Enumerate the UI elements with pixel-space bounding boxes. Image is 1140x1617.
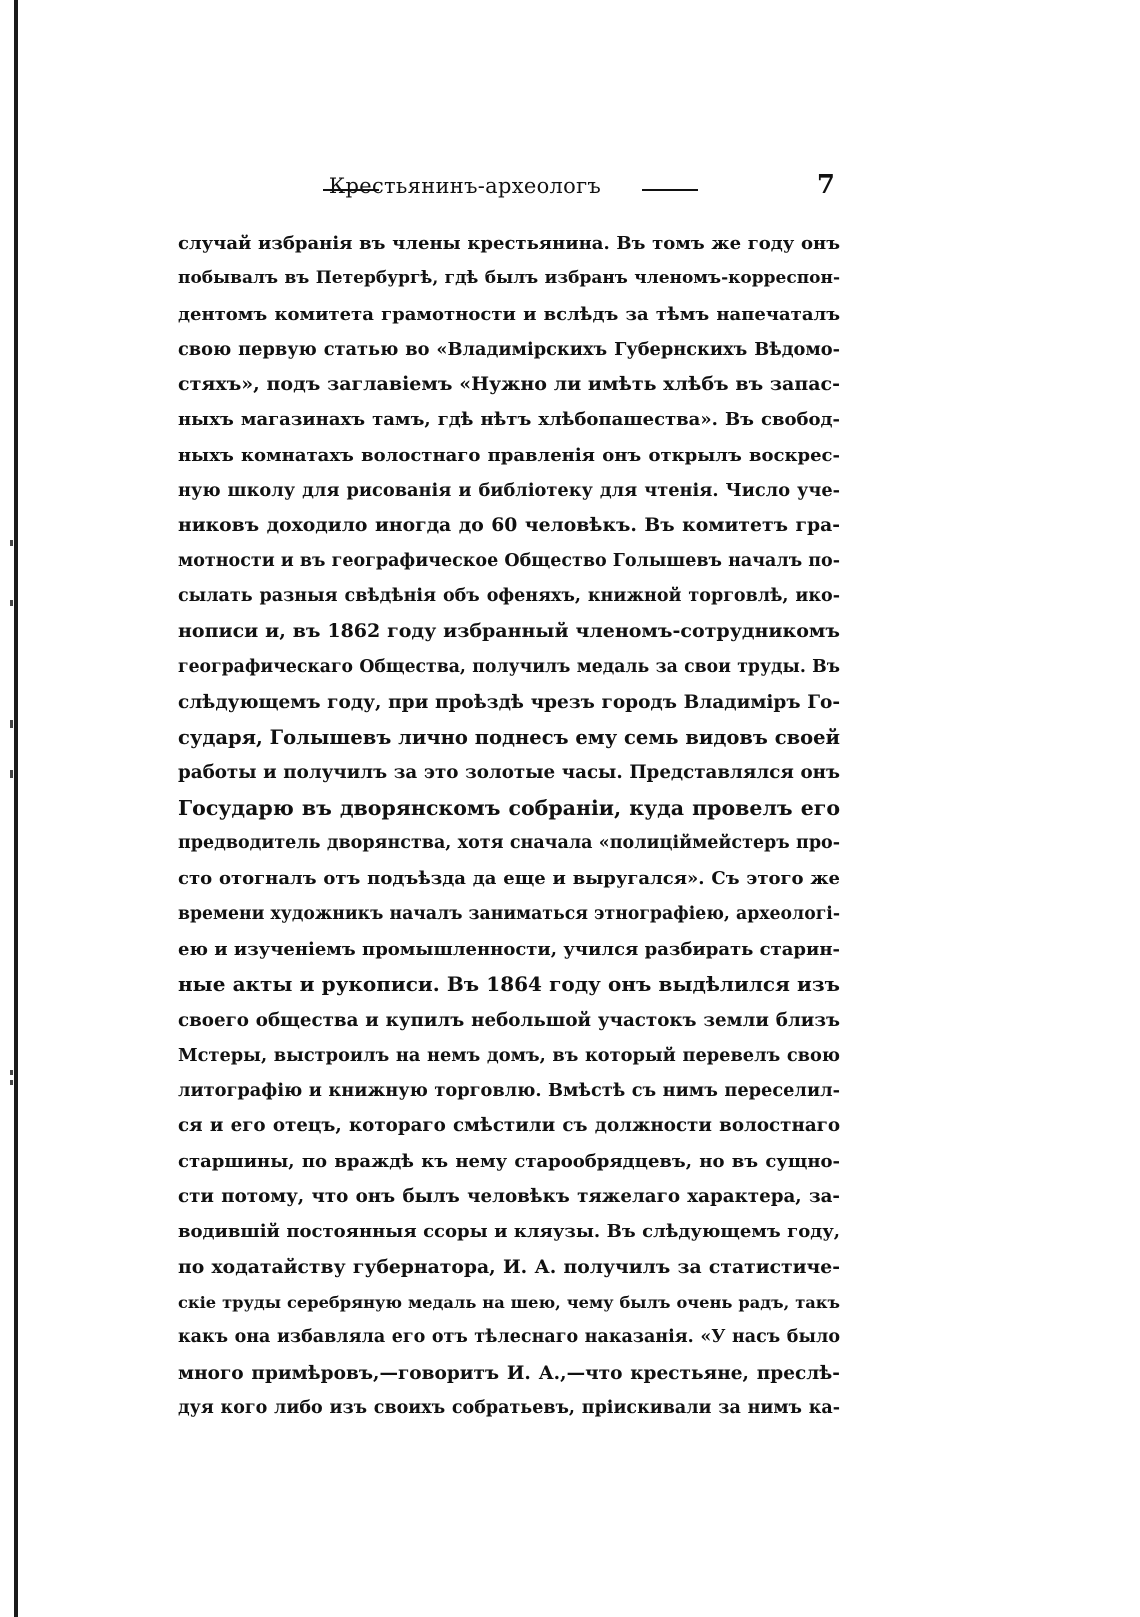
text-line: сударя, Голышевъ лично поднесъ ему семь видовъ своей: [178, 726, 840, 750]
text-line: Государю въ дворянскомъ собраніи, куда провелъ его: [178, 795, 840, 820]
text-line: свою первую статью во «Владимірскихъ Губернскихъ Вѣдомо-: [178, 338, 840, 360]
text-line: ныхъ комнатахъ волостнаго правленія онъ открылъ воскрес-: [178, 444, 840, 466]
text-line: водившій постоянныя ссоры и кляузы. Въ слѣдующемъ году,: [178, 1221, 840, 1243]
text-line: мотности и въ географическое Общество Голышевъ началъ по-: [178, 550, 840, 571]
text-line: своего общества и купилъ небольшой участокъ земли близъ: [178, 1009, 840, 1031]
page-binding-edge: [14, 0, 18, 1617]
gutter-mark: [10, 600, 13, 606]
text-line: никовъ доходило иногда до 60 человѣкъ. Въ комитетъ гра-: [178, 514, 840, 537]
gutter-mark: [10, 1080, 13, 1085]
text-line: ею и изученіемъ промышленности, учился разбирать старин-: [178, 938, 840, 960]
text-line: стяхъ», подъ заглавіемъ «Нужно ли имѣть хлѣбъ въ запас-: [178, 373, 840, 396]
text-line: географическаго Общества, получилъ медаль за свои труды. Въ: [178, 656, 840, 677]
text-line: дуя кого либо изъ своихъ собратьевъ, пріискивали за нимъ ка-: [178, 1397, 840, 1418]
text-line: дентомъ комитета грамотности и вслѣдъ за тѣмъ напечаталъ: [178, 303, 840, 325]
running-title: Крестьянинъ-археологъ: [328, 174, 602, 198]
page-header: [175, 168, 835, 208]
text-line: побывалъ въ Петербургѣ, гдѣ былъ избранъ членомъ-корреспон-: [178, 268, 840, 289]
gutter-mark: [10, 770, 13, 778]
text-line: ную школу для рисованія и библіотеку для чтенія. Число уче-: [178, 480, 840, 502]
gutter-mark: [10, 1070, 13, 1075]
body-text: [178, 226, 840, 1426]
text-line: литографію и книжную торговлю. Вмѣстѣ съ нимъ переселил-: [178, 1080, 840, 1102]
text-line: ныхъ магазинахъ тамъ, гдѣ нѣтъ хлѣбопашества». Въ свобод-: [178, 409, 840, 431]
gutter-mark: [10, 540, 13, 546]
text-line: времени художникъ началъ заниматься этнографіею, археологі-: [178, 903, 840, 924]
text-line: по ходатайству губернатора, И. А. получилъ за статистиче-: [178, 1255, 840, 1278]
text-line: много примѣровъ,—говоритъ И. А.,—что крестьяне, преслѣ-: [178, 1362, 840, 1384]
text-line: какъ она избавляла его отъ тѣлеснаго наказанія. «У насъ было: [178, 1327, 840, 1348]
text-line: сти потому, что онъ былъ человѣкъ тяжелаго характера, за-: [178, 1186, 840, 1208]
text-line: старшины, по враждѣ къ нему старообрядцевъ, но въ сущно-: [178, 1150, 840, 1172]
text-line: слѣдующемъ году, при проѣздѣ чрезъ городъ Владиміръ Го-: [178, 691, 840, 713]
text-line: Мстеры, выстроилъ на немъ домъ, въ который перевелъ свою: [178, 1044, 840, 1066]
text-line: случай избранія въ члены крестьянина. Въ томъ же году онъ: [178, 233, 840, 254]
page-number: 7: [816, 170, 835, 200]
text-line: сылать разныя свѣдѣнія объ офеняхъ, книжной торговлѣ, ико-: [178, 585, 840, 606]
gutter-mark: [10, 720, 13, 728]
header-rule-right: [642, 189, 698, 191]
text-line: ные акты и рукописи. Въ 1864 году онъ выдѣлился изъ: [178, 972, 840, 997]
text-line: сто отогналъ отъ подъѣзда да еще и выругался». Съ этого же: [178, 868, 840, 890]
text-line: скіе труды серебряную медаль на шею, чему былъ очень радъ, такъ: [178, 1292, 840, 1312]
text-line: нописи и, въ 1862 году избранный членомъ-сотрудникомъ: [178, 620, 840, 643]
text-line: предводитель дворянства, хотя сначала «полиціймейстеръ про-: [178, 833, 840, 854]
text-line: работы и получилъ за это золотые часы. Представлялся онъ: [178, 762, 840, 784]
text-line: ся и его отецъ, котораго смѣстили съ должности волостнаго: [178, 1115, 840, 1137]
